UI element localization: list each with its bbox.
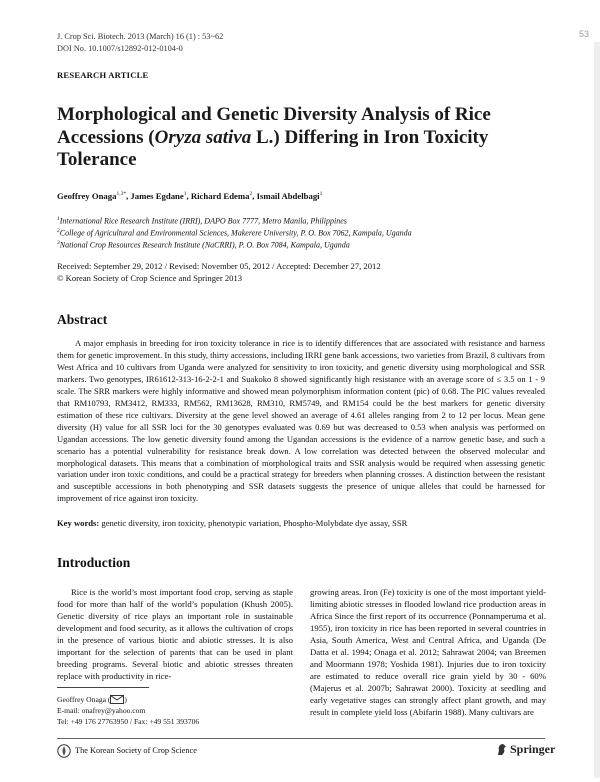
- corresponding-email[interactable]: E-mail: onafrey@yahoo.com: [57, 706, 146, 716]
- corresponding-author-name: Geoffrey Onaga (: [57, 695, 111, 704]
- footer-divider: [57, 738, 545, 739]
- affiliation: $^1$International Rice Research Institute (IRRI), DAPO Box 7777, Metro Manila, Philippines: [57, 216, 347, 226]
- title-species: Oryza sativa: [154, 126, 252, 148]
- copyright-notice: © Korean Society of Crop Science and Springer 2013: [57, 273, 243, 283]
- abstract-heading: Abstract: [57, 312, 108, 327]
- introduction-column-right: growing areas. Iron (Fe) toxicity is one of the most important yield-limiting abiotic stresses in flooded lowland rice production areas in Africa Since the first report of its occurrence (Ponnamperuma et al. 1955), iron toxicity in rice has been reported in several countries in Asia, South America, West and Central Africa, and Uganda (De Datta et al. 1994; Onaga et al. 2012; Sahrawat 2004; van Breemen and Moormann 1978; Yoshida 1981). Injuries due to iron toxicity are estimated to reduce overall rice grain yield by 30 - 60% (Majerus et al. 2007b; Sahrawat 2000). Toxicity at seedling and early vegetative stages can strongly affect plant growth, and may result in complete yield loss (Abifarin 1988). Many cultivars are: [310, 587, 546, 718]
- page-number: 53: [578, 29, 589, 39]
- introduction-column-left: Rice is the world’s most important food crop, serving as staple food for more than half of the world’s population (Khush 2005). Genetic diversity of rice plays an important role in sustainable development and food security, as it allows the cultivation of crops in the presence of various biotic and abiotic stresses. It is also important for the selection of parents that can be used in plant breeding programs. Several biotic and abiotic stresses threaten replace with productivity in rice-: [57, 587, 293, 682]
- doi[interactable]: DOI No. 10.1007/s12892-012-0104-0: [57, 44, 183, 53]
- author[interactable]: Geoffrey Onaga$^{1,3*}$: [57, 191, 127, 201]
- mail-icon[interactable]: [110, 695, 124, 704]
- publisher-logo: [496, 742, 555, 757]
- society-name: The Korean Society of Crop Science: [75, 746, 197, 755]
- title-part2: L.) Differing in Iron Toxicity Tolerance: [57, 126, 489, 170]
- corresponding-author-footnote: Geoffrey Onaga ( ) E-mail: onafrey@yahoo.com Tel: +49 176 27763950 / Fax: +49 551 393706: [57, 695, 200, 727]
- abstract-text: A major emphasis in breeding for iron toxicity tolerance in rice is to identify differences that are associated with resistance and harness them for genetic improvement. In this study, thirty accessions, including IRRI gene bank accessions, two varieties from Brazil, 8 cultivars from West Africa and 10 cultivars from Uganda were analyzed for sensitivity to iron toxicity, and genetic diversity using morphological and SSR markers. Two genotypes, IR61612-313-16-2-2-1 and Suakoko 8 showed significantly high resistance with an average score of ≤ 3.5 on 1 - 9 scale. The SRR markers were highly informative and showed mean polymorphism information content (pic) of 0.68. The PIC values revealed that RM10793, RM3412, RM333, RM562, RM13628, RM310, RM5749, and RM154 could be the best markers for genetic diversity estimation of these rice cultivars. Diversity at the gene level showed an average of 4.61 alleles ranging from 2 to 12 per locus. Mean gene diversity (H) value for all SSR loci for the 30 genotypes evaluated was 0.69 but was decreased to 0.53 when analysis was performed on Ugandan accessions. The low genetic diversity found among the Ugandan accessions is the evidence of a narrow genetic base, and such a scenario has a potential vulnerability for resistance break down. A low correlation was detected between the observed molecular and morphological datasets. This means that a combination of morphological traits and SSR analysis would be required when assessing genetic variation under iron toxic conditions, and could be a practical strategy for breeders when planning crosses. A distinction between the resistant and susceptible accessions in both phenotyping and SSR datasets suggests the presence of unique alleles that could be harnessed for improvement of rice against iron toxicity.: [57, 338, 545, 504]
- keywords-label: Key words:: [57, 518, 100, 528]
- publisher-name: Springer: [510, 742, 556, 756]
- springer-horse-icon: [496, 743, 508, 756]
- keywords-text: genetic diversity, iron toxicity, phenotypic variation, Phospho-Molybdate dye assay, SSR: [99, 518, 408, 528]
- article-type-label: RESEARCH ARTICLE: [57, 70, 149, 80]
- article-title: [57, 104, 527, 172]
- journal-citation: J. Crop Sci. Biotech. 2013 (March) 16 (1) : 53~62: [57, 32, 224, 41]
- author[interactable]: James Egdane$^1$: [130, 191, 187, 201]
- author[interactable]: Ismail Abdelbagi$^1$: [256, 191, 323, 201]
- affiliation: $^3$National Crop Resources Research Institute (NaCRRI), P. O. Box 7084, Kampala, Uganda: [57, 240, 350, 250]
- page-edge-bar: [594, 42, 600, 778]
- footnote-divider: [57, 687, 149, 688]
- title-part1: Morphological and Genetic Diversity Analysis of Rice Accessions (: [57, 104, 491, 148]
- keywords: [57, 518, 545, 528]
- corresponding-phone: Tel: +49 176 27763950 / Fax: +49 551 393706: [57, 717, 200, 727]
- publication-dates: Received: September 29, 2012 / Revised: November 05, 2012 / Accepted: December 27, 2012: [57, 261, 381, 271]
- author[interactable]: Richard Edema$^2$: [190, 191, 253, 201]
- affiliation: $^2$College of Agricultural and Environmental Sciences, Makerere University, P. O. Box 7062, Kampala, Uganda: [57, 228, 412, 238]
- society-logo-icon: [57, 744, 71, 758]
- author-list: Geoffrey Onaga$^{1,3*}$, James Egdane$^1$, Richard Edema$^2$, Ismail Abdelbagi$^1$: [57, 191, 323, 201]
- introduction-heading: Introduction: [57, 555, 131, 570]
